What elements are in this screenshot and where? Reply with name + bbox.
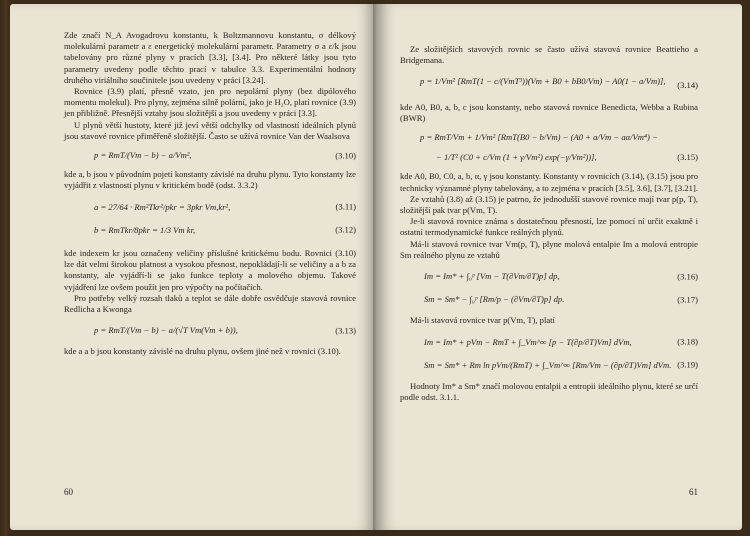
equation-3-14-number: (3.14) — [677, 80, 698, 91]
left-paragraph-3: U plynů větší hustoty, které již jeví větší odchylky od vlastností ideálních plynů jsou stavové rovnice přiměřeně složitější. Často se užívá rovnice Van der Waalsova — [64, 119, 356, 141]
equation-3-17 — [400, 294, 698, 305]
equation-3-16-text: Im = Im* + ∫₀ᵖ [Vm − T(∂Vm/∂T)p] dp, — [424, 271, 560, 282]
equation-3-16-number: (3.16) — [677, 271, 698, 282]
equation-3-11-text: a = 27/64 · Rm²Tkr²/pkr = 3pkr Vm,kr², — [94, 201, 231, 212]
equation-3-12-text: b = RmTkr/8pkr = 1/3 Vm kr, — [94, 224, 196, 235]
equation-3-15-number: (3.15) — [677, 152, 698, 163]
equation-3-15-line-1: p = RmT/Vm + 1/Vm² [RmT(B0 − b/Vm) − (A0 + a/Vm − aα/Vm⁴) − — [420, 132, 658, 143]
left-paragraph-4: kde a, b jsou v původním pojetí konstanty závislé na druhu plynu. Tyto konstanty lze vyjádřit z vlastností plynu v kritickém bodě (odst. 3.3.2) — [64, 169, 356, 191]
equation-3-13-text: p = RmT/(Vm − b) − a/(√T Vm(Vm + b)), — [94, 325, 238, 336]
equation-3-16 — [400, 271, 698, 282]
equation-3-17-number: (3.17) — [677, 294, 698, 305]
equation-3-12-number: (3.12) — [335, 224, 356, 235]
right-paragraph-5: Je-li stavová rovnice známa s dostatečnou přesností, lze pomocí ní určit exaktně i ostatní termodynamické funkce reálných plynů. — [400, 216, 698, 238]
equation-3-18-text: Im = Im* + pVm − RmT + ∫_Vm^∞ [p − T(∂p/∂T)Vm] dVm, — [424, 336, 632, 347]
left-page-number: 60 — [64, 486, 73, 497]
equation-3-18 — [400, 337, 698, 348]
equation-3-11-number: (3.11) — [335, 201, 356, 212]
equation-3-18-number: (3.18) — [677, 336, 698, 347]
right-paragraph-7: Má-li stavová rovnice tvar p(Vm, T), platí — [410, 315, 555, 326]
left-page — [10, 4, 376, 530]
left-paragraph-7: kde a a b jsou konstanty závislé na druhu plynu, ovšem jiné než v rovnici (3.10). — [64, 346, 341, 357]
left-paragraph-1: Zde značí N_A Avogadrovu konstantu, k Boltzmannovu konstantu, σ délkový molekulární parametr a ε energetický molekulární parametr. Parametry σ a ε/k jsou tabelovány pro různé plyny v pracích [3.3], [3.4]. Pro některé látky jsou tyto parametry uvedeny podle těchto prací v tabulce 3.3. Experimentální hodnoty druhého viriálního součinitele jsou uvedeny v práci [3.24]. — [64, 30, 356, 85]
equation-3-10 — [64, 150, 356, 161]
equation-3-10-number: (3.10) — [335, 150, 356, 161]
right-page — [376, 4, 742, 530]
equation-3-10-text: p = RmT/(Vm − b) − a/Vm², — [94, 150, 192, 161]
equation-3-12 — [64, 225, 356, 236]
left-paragraph-2: Rovnice (3.9) platí, přesně vzato, jen pro nepolární plyny (bez dipólového momentu molekul). Pro plyny, zejména silně polární, jako je H₂O, platí rovnice (3.9) jen přibližně. Přesnější vztahy jsou složitější a jsou uvedeny v práci [3.3]. — [64, 86, 356, 119]
equation-3-11 — [64, 202, 356, 213]
equation-3-19-number: (3.19) — [677, 359, 698, 370]
equation-3-15 — [400, 132, 698, 163]
equation-3-13-number: (3.13) — [335, 325, 356, 336]
right-paragraph-8: Hodnoty Im* a Sm* značí molovou entalpii a entropii ideálního plynu, které se určí podle odst. 3.1.1. — [400, 381, 698, 403]
right-paragraph-6: Má-li stavová rovnice tvar Vm(p, T), plyne molová entalpie Im a molová entropie Sm reálného plynu ze vztahů — [400, 238, 698, 260]
right-paragraph-4: Ze vztahů (3.8) až (3.15) je patrno, že jednodušší stavové rovnice mají tvar p(p, T), složitější pak tvar p(Vm, T). — [400, 193, 698, 216]
equation-3-14 — [400, 76, 698, 91]
equation-3-19-text: Sm = Sm* + Rm ln pVm/(RmT) + ∫_Vm^∞ [Rm/Vm − (∂p/∂T)Vm] dVm. — [424, 359, 672, 370]
equation-3-15-line-2: − 1/T² (C0 + c/Vm (1 + γ/Vm²) exp(−γ/Vm²))], — [436, 152, 597, 163]
right-paragraph-2: kde A0, B0, a, b, c jsou konstanty, nebo stavová rovnice Benedicta, Webba a Rubina (BWR) — [400, 101, 698, 123]
equation-3-17-text: Sm = Sm* − ∫₀ᵖ [Rm/p − (∂Vm/∂T)p] dp. — [424, 294, 565, 305]
equation-3-13 — [64, 325, 356, 336]
equation-3-14-text: p = 1/Vm² [RmT(1 − c/(VmT³))(Vm + B0 + bB0/Vm) − A0(1 − a/Vm)], — [420, 76, 666, 87]
equation-3-19 — [400, 360, 698, 371]
right-paragraph-1: Ze složitějších stavových rovnic se často užívá stavová rovnice Beattieho a Bridgemana. — [400, 44, 698, 66]
left-paragraph-6: Pro potřeby velký rozsah tlaků a teplot se dále dobře osvědčuje stavová rovnice Redlicha a Kwonga — [64, 292, 356, 315]
left-paragraph-5: kde indexem kr jsou označeny veličiny příslušné kritickému bodu. Rovnici (3.10) lze dát velmi širokou platnost a vysokou přesnost, nepokládají-li se veličiny a a b za konstanty, ale vyjádří-li se jako funkce teploty a molového objemu. Takové vyjádření lze ovšem použít jen pro výpočty na počítačích. — [64, 248, 356, 292]
right-paragraph-3: kde A0, B0, C0, a, b, α, γ jsou konstanty. Konstanty v rovnicích (3.14), (3.15) jsou pro technicky významné plyny tabelovány, a to zejména v pracích [3.5], 3.6], [3.7], [3.21]. — [400, 171, 698, 193]
right-page-number: 61 — [689, 486, 698, 497]
